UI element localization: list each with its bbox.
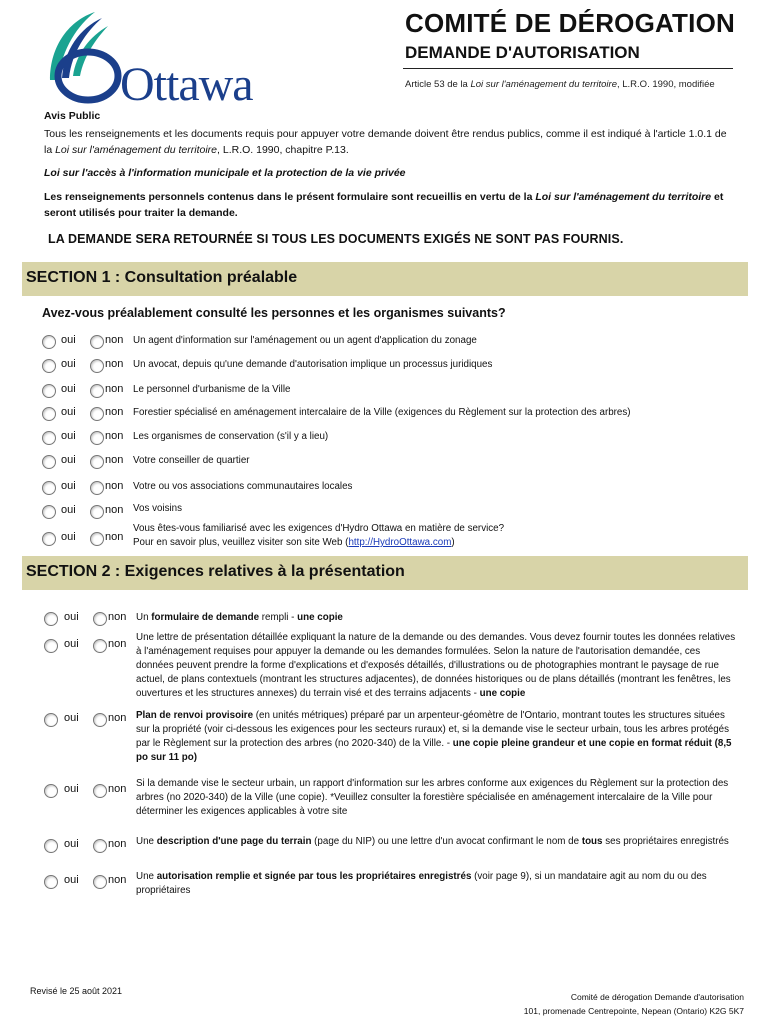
page-subtitle: DEMANDE D'AUTORISATION <box>405 43 640 62</box>
s1-row-1-oui-radio[interactable] <box>42 335 56 349</box>
oui-label: oui <box>61 430 76 442</box>
s1-row-1-non-radio[interactable] <box>90 335 104 349</box>
s1-row-7-non-radio[interactable] <box>90 481 104 495</box>
oui-label: oui <box>61 334 76 346</box>
s2-item6-pre: Une <box>136 871 157 882</box>
article-reference <box>405 79 715 90</box>
oui-label: oui <box>64 838 79 850</box>
s2-row-3-oui-radio[interactable] <box>44 713 58 727</box>
non-label: non <box>108 838 127 850</box>
s2-item5-post: ses propriétaires enregistrés <box>602 836 729 847</box>
s2-row-5-non-radio[interactable] <box>93 839 107 853</box>
oui-label: oui <box>61 454 76 466</box>
s2-item1-mid: rempli - <box>259 612 298 623</box>
s2-item3-bold: Plan de renvoi provisoire <box>136 710 254 721</box>
oui-label: oui <box>61 480 76 492</box>
s1-row-9-text <box>133 522 743 550</box>
non-label: non <box>105 383 124 395</box>
s1-row-5-non-radio[interactable] <box>90 431 104 445</box>
s1-row-2-oui-radio[interactable] <box>42 359 56 373</box>
section1-question: Avez-vous préalablement consulté les personnes et les organismes suivants? <box>42 306 506 320</box>
notice-paragraph <box>44 126 734 158</box>
footer-address <box>524 990 744 1018</box>
hydro-ottawa-link[interactable]: http://HydroOttawa.com <box>348 537 452 548</box>
s2-item3-text: (en unités métriques) préparé par un arpenteur-géomètre de l'Ontario, montrant toutes les structures situées sur la propriété (voir ci-dessous les exigences pour les secteurs ruraux) et, si la demande vise le secteur urbain, tous les arbres protégés par le Règlement sur la protection des arbres (no 2020-340) de la Ville. - <box>136 710 729 749</box>
non-label: non <box>105 358 124 370</box>
hydro-line2-pre: Pour en savoir plus, veuillez visiter son site Web ( <box>133 537 349 548</box>
s2-row-5-text <box>136 835 736 849</box>
ottawa-logo <box>40 10 290 110</box>
s1-row-8-oui-radio[interactable] <box>42 505 56 519</box>
s1-row-2-non-radio[interactable] <box>90 359 104 373</box>
oui-label: oui <box>61 504 76 516</box>
privacy-p2-pre: Les renseignements personnels contenus dans le présent formulaire sont recueillis en vertu de la <box>44 191 536 203</box>
hydro-line1: Vous êtes-vous familiarisé avec les exigences d'Hydro Ottawa en matière de service? <box>133 523 505 534</box>
s2-row-2-non-radio[interactable] <box>93 639 107 653</box>
page-title: COMITÉ DE DÉROGATION <box>405 8 735 38</box>
s1-row-8-text: Vos voisins <box>133 503 183 514</box>
privacy-p2-law: Loi sur l'aménagement du territoire <box>535 191 712 203</box>
footer-line1: Comité de dérogation Demande d'autorisation <box>570 992 744 1002</box>
s2-item2-text: Une lettre de présentation détaillée expliquant la nature de la demande ou des demandes. Vous devez fournir toutes les données relatives à l'aménagement requises pour appuyer la demande ou les demandes formulées. Selon la nature de l'autorisation demandée, ces données peuvent prendre la forme d'explications et d'exposés détaillés, d'illustrations ou de photographies montrant le paysage de rue actuel, de plans contextuels (montrant les structures adjacentes), de données historiques ou de plans détaillés (montrant les fenêtres, les ouvertures et les structures annexes) du terrain visé et des terrains adjacents - <box>136 632 736 699</box>
revision-date: Revisé le 25 août 2021 <box>30 986 123 996</box>
s2-row-2-oui-radio[interactable] <box>44 639 58 653</box>
non-label: non <box>105 480 124 492</box>
notice-p1-pre: Tous les renseignements et les documents requis pour appuyer votre demande doivent être rendus publics, comme il est indiqué à l'article 1.0.1 de la <box>44 128 727 156</box>
s1-row-3-non-radio[interactable] <box>90 384 104 398</box>
non-label: non <box>105 454 124 466</box>
oui-label: oui <box>64 638 79 650</box>
s1-row-1-text: Un agent d'information sur l'aménagement ou un agent d'application du zonage <box>133 335 477 346</box>
notice-p1-post: , L.R.O. 1990, chapitre P.13. <box>217 144 349 156</box>
s2-row-6-text <box>136 870 736 898</box>
s2-item1-pre: Un <box>136 612 152 623</box>
s1-row-2-text: Un avocat, depuis qu'une demande d'autorisation implique un processus juridiques <box>133 359 493 370</box>
s2-row-3-text <box>136 709 736 765</box>
oui-label: oui <box>61 531 76 543</box>
non-label: non <box>108 783 127 795</box>
privacy-heading: Loi sur l'accès à l'information municipale et la protection de la vie privée <box>44 167 406 179</box>
s2-row-1-oui-radio[interactable] <box>44 612 58 626</box>
non-label: non <box>108 638 127 650</box>
logo-wordmark: Ottawa <box>120 58 253 110</box>
warning-text: LA DEMANDE SERA RETOURNÉE SI TOUS LES DOCUMENTS EXIGÉS NE SONT PAS FOURNIS. <box>48 232 624 246</box>
ottawa-logo-graphic <box>40 10 290 110</box>
s1-row-6-oui-radio[interactable] <box>42 455 56 469</box>
s1-row-7-oui-radio[interactable] <box>42 481 56 495</box>
s2-item5-bold2: tous <box>581 836 603 847</box>
s2-item6-bold: autorisation remplie et signée par tous les propriétaires enregistrés <box>156 871 472 882</box>
section2-title: SECTION 2 : Exigences relatives à la présentation <box>26 563 405 580</box>
non-label: non <box>105 531 124 543</box>
hydro-line2-post: ) <box>451 537 455 548</box>
footer-line2: 101, promenade Centrepointe, Nepean (Ontario) K2G 5K7 <box>523 1006 744 1016</box>
oui-label: oui <box>64 712 79 724</box>
s1-row-6-text: Votre conseiller de quartier <box>133 455 250 466</box>
section1-header <box>22 262 748 296</box>
s1-row-5-text: Les organismes de conservation (s'il y a lieu) <box>133 431 329 442</box>
s2-row-6-oui-radio[interactable] <box>44 875 58 889</box>
oui-label: oui <box>64 783 79 795</box>
notice-p1-law: Loi sur l'aménagement du territoire <box>55 144 218 156</box>
privacy-paragraph <box>44 189 744 221</box>
s2-item2-bold: une copie <box>479 688 526 699</box>
s2-row-3-non-radio[interactable] <box>93 713 107 727</box>
s1-row-9-non-radio[interactable] <box>90 532 104 546</box>
article-law: Loi sur l'aménagement du territoire <box>470 79 617 90</box>
article-pre: Article 53 de la <box>405 79 471 90</box>
title-divider <box>403 68 733 69</box>
s1-row-9-oui-radio[interactable] <box>42 532 56 546</box>
s2-row-4-text: Si la demande vise le secteur urbain, un rapport d'information sur les arbres conforme aux exigences du Règlement sur la protection des arbres (no 2020-340) de la Ville (une copie). *Veuillez consulter la forestière spécialisée en aménagement intercalaire de la Ville pour déterminer les exigences applicables à votre site <box>136 778 729 817</box>
s2-item5-pre: Une <box>136 836 157 847</box>
article-post: , L.R.O. 1990, modifiée <box>616 79 715 90</box>
s2-row-4-non-radio[interactable] <box>93 784 107 798</box>
s1-row-3-oui-radio[interactable] <box>42 384 56 398</box>
oui-label: oui <box>61 406 76 418</box>
s1-row-6-non-radio[interactable] <box>90 455 104 469</box>
s2-item5-bold: description d'une page du terrain <box>156 836 312 847</box>
s2-item3-bold2: une copie pleine grandeur et une copie en format réduit (8,5 po sur 11 po) <box>136 738 732 763</box>
s1-row-5-oui-radio[interactable] <box>42 431 56 445</box>
s1-row-4-text: Forestier spécialisé en aménagement intercalaire de la Ville (exigences du Règlement sur la protection des arbres) <box>133 407 631 418</box>
s2-row-4-oui-radio[interactable] <box>44 784 58 798</box>
oui-label: oui <box>61 383 76 395</box>
notice-heading: Avis Public <box>44 110 101 122</box>
non-label: non <box>108 874 127 886</box>
s2-row-5-oui-radio[interactable] <box>44 839 58 853</box>
s1-row-7-text: Votre ou vos associations communautaires locales <box>133 481 353 492</box>
s2-row-2-text <box>136 631 736 701</box>
oui-label: oui <box>61 358 76 370</box>
s1-row-3-text: Le personnel d'urbanisme de la Ville <box>133 384 291 395</box>
non-label: non <box>105 430 124 442</box>
s2-item1-bold: formulaire de demande <box>151 612 260 623</box>
s2-item1-bold2: une copie <box>297 612 343 623</box>
section1-title: SECTION 1 : Consultation préalable <box>26 269 298 286</box>
s2-row-1-non-radio[interactable] <box>93 612 107 626</box>
s2-item6-post: (voir page 9), si un mandataire agit au nom du ou des propriétaires <box>136 871 707 896</box>
s1-row-8-non-radio[interactable] <box>90 505 104 519</box>
non-label: non <box>105 406 124 418</box>
oui-label: oui <box>64 611 79 623</box>
non-label: non <box>108 611 127 623</box>
s2-row-1-text <box>136 611 746 625</box>
section2-header <box>22 556 748 590</box>
s1-row-4-non-radio[interactable] <box>90 407 104 421</box>
s2-item5-mid: (page du NIP) ou une lettre d'un avocat confirmant le nom de <box>311 836 582 847</box>
non-label: non <box>108 712 127 724</box>
non-label: non <box>105 334 124 346</box>
non-label: non <box>105 504 124 516</box>
s2-row-6-non-radio[interactable] <box>93 875 107 889</box>
s1-row-4-oui-radio[interactable] <box>42 407 56 421</box>
oui-label: oui <box>64 874 79 886</box>
privacy-p2-post: et seront utilisés pour traiter la demande. <box>44 191 724 219</box>
